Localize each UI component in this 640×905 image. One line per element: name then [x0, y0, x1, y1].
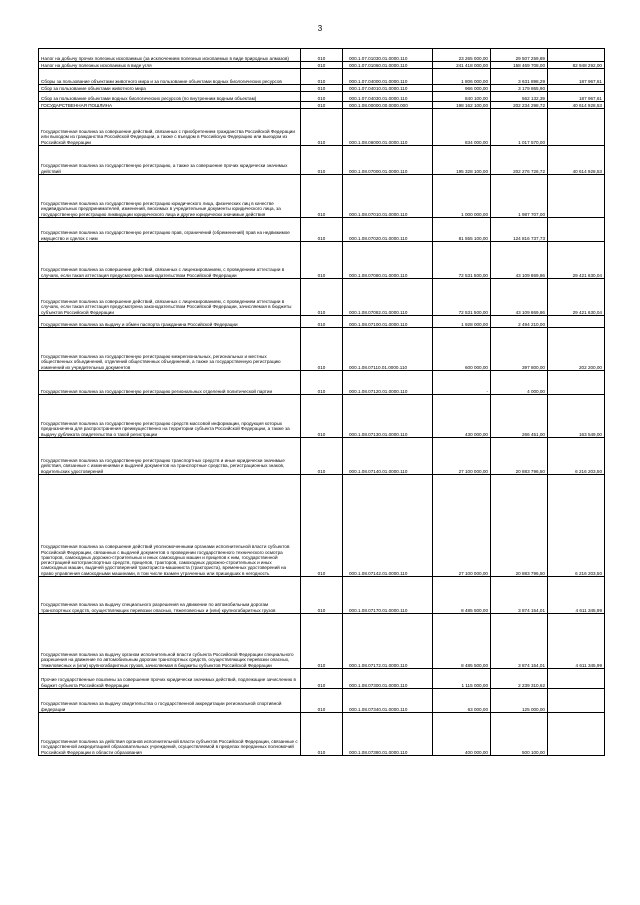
row-name-cell: Государственная пошлина за выдачу органом исполнительной власти субъекта Российской Федерации специального разрешения на движение по автомобильным дорогам транспортных средств, осуществляющих перевозки опасных, тяжеловесных и (или) крупногабаритных грузов, зачисляемая в бюджеты субъектов Российской Федерации	[39, 614, 301, 669]
row-kbk-cell: 000.1.08.07120.01.0000.110	[343, 371, 433, 395]
row-approved-cell: 1 115 000,00	[433, 669, 491, 689]
row-executed-cell: 124 816 737,73	[491, 218, 548, 242]
row-executed-cell: 3 631 898,29	[491, 69, 548, 85]
row-code-cell: 010	[301, 49, 343, 62]
table-row	[39, 92, 605, 102]
row-approved-cell: 966 000,00	[433, 85, 491, 92]
row-approved-cell: 8 485 500,00	[433, 614, 491, 669]
row-kbk-cell: 000.1.08.07172.01.0000.110	[343, 614, 433, 669]
row-name-cell: Государственная пошлина за совершение действий, связанных с лицензированием, с проведением аттестации в случаях, если такая аттестация предусмотрена законодательством Российской Федерации, зачисляемая в бюджеты субъектов Российской Федерации	[39, 279, 301, 316]
row-kbk-cell: 000.1.08.07130.01.0000.110	[343, 395, 433, 438]
row-code-cell: 010	[301, 279, 343, 316]
row-name-cell: Налог на добычу прочих полезных ископаемых (за исключением полезных ископаемых в виде природных алмазов)	[39, 49, 301, 62]
row-name-cell: Сборы за пользование объектами животного мира и за пользование объектами водных биологических ресурсов	[39, 69, 301, 85]
row-name-cell: Государственная пошлина за выдачу и обмен паспорта гражданина Российской Федерации	[39, 316, 301, 328]
row-code-cell: 010	[301, 328, 343, 371]
row-remainder-cell	[548, 713, 605, 756]
row-code-cell: 010	[301, 713, 343, 756]
row-remainder-cell	[548, 49, 605, 62]
table-row	[39, 713, 605, 756]
table-row	[39, 49, 605, 62]
row-kbk-cell: 000.1.08.07300.01.0000.110	[343, 669, 433, 689]
row-executed-cell: 43 109 869,86	[491, 279, 548, 316]
row-executed-cell: 43 109 869,86	[491, 242, 548, 279]
row-remainder-cell: 6 216 203,50	[548, 438, 605, 475]
row-code-cell: 010	[301, 109, 343, 146]
row-remainder-cell: 4 611 345,99	[548, 614, 605, 669]
table-row	[39, 438, 605, 475]
row-kbk-cell: 000.1.07.04010.01.0000.110	[343, 85, 433, 92]
row-name-cell: ГОСУДАРСТВЕННАЯ ПОШЛИНА	[39, 102, 301, 109]
row-code-cell: 010	[301, 69, 343, 85]
row-executed-cell: 158 469 708,00	[491, 62, 548, 69]
row-remainder-cell: 163 549,00	[548, 395, 605, 438]
row-name-cell: Государственная пошлина за государственную регистрацию, а также за совершение прочих юридически значимых действий	[39, 146, 301, 175]
budget-revenue-table	[38, 48, 605, 756]
row-remainder-cell	[548, 669, 605, 689]
row-kbk-cell: 000.1.08.07340.01.0000.110	[343, 689, 433, 713]
row-name-cell: Сбор за пользование объектами водных биологических ресурсов (по внутренним водным объектам)	[39, 92, 301, 102]
table-row	[39, 577, 605, 614]
row-remainder-cell: 82 948 292,00	[548, 62, 605, 69]
row-executed-cell: 202 276 726,72	[491, 146, 548, 175]
page-number: 3	[317, 24, 323, 33]
row-executed-cell: 29 507 259,89	[491, 49, 548, 62]
row-remainder-cell: 202 200,00	[548, 328, 605, 371]
row-executed-cell: 2 494 210,00	[491, 316, 548, 328]
row-approved-cell: 72 531 500,00	[433, 242, 491, 279]
row-approved-cell: 840 100,00	[433, 92, 491, 102]
table-row	[39, 102, 605, 109]
row-executed-cell: 266 451,00	[491, 395, 548, 438]
row-name-cell: Государственная пошлина за государственную регистрацию транспортных средств и иные юридически значимые действия, связанные с изменениями и выдачей документов на транспортные средства, регистрационных знаков, водительских удостоверений	[39, 438, 301, 475]
row-remainder-cell: 40 614 928,53	[548, 146, 605, 175]
row-approved-cell: 400 000,00	[433, 713, 491, 756]
row-name-cell: Государственная пошлина за действия органов исполнительной власти субъектов Российской Федерации, связанные с государственной аккредитацией образовательных учреждений, осуществляемой в пределах переданных полномочий Российской Федерации в области образования	[39, 713, 301, 756]
row-executed-cell: 125 000,00	[491, 689, 548, 713]
row-remainder-cell	[548, 689, 605, 713]
row-code-cell: 010	[301, 689, 343, 713]
row-kbk-cell: 000.1.08.00000.00.0000.000	[343, 102, 433, 109]
row-executed-cell: 3 874 154,01	[491, 614, 548, 669]
row-executed-cell: 500 100,00	[491, 713, 548, 756]
table-row	[39, 328, 605, 371]
row-kbk-cell: 000.1.08.07170.01.0000.110	[343, 577, 433, 614]
row-kbk-cell: 000.1.07.01060.01.0000.110	[343, 62, 433, 69]
row-executed-cell: 4 000,00	[491, 371, 548, 395]
row-name-cell: Налог на добычу полезных ископаемых в виде угля	[39, 62, 301, 69]
row-code-cell: 010	[301, 92, 343, 102]
row-kbk-cell: 000.1.08.07100.01.0000.110	[343, 316, 433, 328]
row-kbk-cell: 000.1.08.07010.01.0000.110	[343, 175, 433, 218]
row-approved-cell: 1 806 000,00	[433, 69, 491, 85]
table-row	[39, 109, 605, 146]
row-code-cell: 010	[301, 577, 343, 614]
row-remainder-cell	[548, 175, 605, 218]
row-name-cell: Государственная пошлина за государственную регистрацию региональных отделений политической партии	[39, 371, 301, 395]
row-code-cell: 010	[301, 242, 343, 279]
row-approved-cell: 8 485 500,00	[433, 577, 491, 614]
row-approved-cell: 834 000,00	[433, 109, 491, 146]
table-row	[39, 62, 605, 69]
row-remainder-cell: 4 611 345,99	[548, 577, 605, 614]
row-kbk-cell: 000.1.08.07110.01.0000.110	[343, 328, 433, 371]
row-kbk-cell: 000.1.07.04030.01.0000.110	[343, 92, 433, 102]
row-remainder-cell: 29 421 630,04	[548, 279, 605, 316]
row-kbk-cell: 000.1.07.04000.01.0000.110	[343, 69, 433, 85]
table-row	[39, 175, 605, 218]
row-approved-cell: 198 162 100,00	[433, 102, 491, 109]
row-code-cell: 010	[301, 395, 343, 438]
row-executed-cell: 20 883 796,50	[491, 475, 548, 577]
table-row	[39, 242, 605, 279]
row-name-cell: Государственная пошлина за совершение действий, связанных с приобретением гражданства Российской Федерации или выходом из гражданства Российской Федерации, а также с въездом в Российскую Федерацию или выездом из Российской Федерации	[39, 109, 301, 146]
row-name-cell: Государственная пошлина за совершение действий, связанных с лицензированием, с проведением аттестации в случаях, если такая аттестация предусмотрена законодательством Российской Федерации	[39, 242, 301, 279]
table-row	[39, 395, 605, 438]
row-kbk-cell: 000.1.08.07080.01.0000.110	[343, 242, 433, 279]
table-row	[39, 316, 605, 328]
row-executed-cell: 1 017 570,00	[491, 109, 548, 146]
table-row	[39, 69, 605, 85]
row-executed-cell: 3 179 865,90	[491, 85, 548, 92]
table-row	[39, 218, 605, 242]
row-name-cell: Государственная пошлина за совершение действий уполномоченными органами исполнительной власти субъектов Российской Федерации, связанных с выдачей документов о проведении государственного технического осмотра тракторов, самоходных дорожно-строительных и иных самоходных машин и прицепов к ним, государственной регистрацией мототранспортных средств, прицепов, тракторов, самоходных дорожно-строительных и иных самоходных машин, выдачей удостоверений тракториста-машиниста (тракториста), временных удостоверений на право управления самоходными машинами, в том числе взамен утраченных или пришедших в негодность	[39, 475, 301, 577]
row-kbk-cell: 000.1.08.07020.01.0000.110	[343, 218, 433, 242]
row-remainder-cell	[548, 371, 605, 395]
row-kbk-cell: 000.1.08.06000.01.0000.110	[343, 109, 433, 146]
row-code-cell: 010	[301, 218, 343, 242]
table-row	[39, 614, 605, 669]
row-remainder-cell: 187 967,61	[548, 92, 605, 102]
table-row	[39, 689, 605, 713]
row-code-cell: 010	[301, 614, 343, 669]
row-name-cell: Государственная пошлина за государственную регистрацию межрегиональных, региональных и местных общественных объединений, отделений общественных объединений, а также за государственную регистрацию изменений их учредительных документов	[39, 328, 301, 371]
row-approved-cell: 195 328 100,00	[433, 146, 491, 175]
row-remainder-cell	[548, 316, 605, 328]
table-row	[39, 669, 605, 689]
row-code-cell: 010	[301, 85, 343, 92]
row-approved-cell: 1 928 000,00	[433, 316, 491, 328]
row-code-cell: 010	[301, 146, 343, 175]
row-name-cell: Сбор за пользование объектами животного мира	[39, 85, 301, 92]
row-code-cell: 010	[301, 175, 343, 218]
row-name-cell: Государственная пошлина за выдачу специального разрешения на движение по автомобильным дорогам транспортных средств, осуществляющих перевозки опасных, тяжеловесных и (или) крупногабаритных грузов	[39, 577, 301, 614]
row-kbk-cell: 000.1.08.07082.01.0000.110	[343, 279, 433, 316]
row-executed-cell: 202 234 298,72	[491, 102, 548, 109]
row-approved-cell: -	[433, 371, 491, 395]
row-kbk-cell: 000.1.08.07140.01.0000.110	[343, 438, 433, 475]
row-name-cell: Прочие государственные пошлины за совершение прочих юридически значимых действий, подлежащие зачислению в бюджет субъекта Российской Федерации	[39, 669, 301, 689]
row-name-cell: Государственная пошлина за государственную регистрацию юридического лица, физических лиц в качестве индивидуальных предпринимателей, изменений, вносимых в учредительные документы юридического лица, за государственную регистрацию ликвидации юридического лица и другие юридически значимые действия	[39, 175, 301, 218]
row-executed-cell: 562 132,39	[491, 92, 548, 102]
row-remainder-cell: 6 216 203,50	[548, 475, 605, 577]
row-remainder-cell: 187 967,61	[548, 69, 605, 85]
row-remainder-cell	[548, 85, 605, 92]
row-approved-cell: 27 100 000,00	[433, 438, 491, 475]
row-code-cell: 010	[301, 371, 343, 395]
table-row	[39, 85, 605, 92]
row-name-cell: Государственная пошлина за выдачу свидетельства о государственной аккредитации региональной спортивной федерации	[39, 689, 301, 713]
row-executed-cell: 1 987 707,00	[491, 175, 548, 218]
row-approved-cell: 600 000,00	[433, 328, 491, 371]
row-kbk-cell: 000.1.07.01030.01.0000.110	[343, 49, 433, 62]
row-code-cell: 010	[301, 316, 343, 328]
row-code-cell: 010	[301, 475, 343, 577]
row-code-cell: 010	[301, 102, 343, 109]
row-code-cell: 010	[301, 669, 343, 689]
row-approved-cell: 1 000 000,00	[433, 175, 491, 218]
row-name-cell: Государственная пошлина за государственную регистрацию прав, ограничений (обременений) прав на недвижимое имущество и сделок с ним	[39, 218, 301, 242]
row-executed-cell: 397 800,00	[491, 328, 548, 371]
row-approved-cell: 81 555 100,00	[433, 218, 491, 242]
row-kbk-cell: 000.1.08.07142.01.0000.110	[343, 475, 433, 577]
row-remainder-cell	[548, 109, 605, 146]
row-approved-cell: 241 418 000,00	[433, 62, 491, 69]
row-executed-cell: 2 239 310,62	[491, 669, 548, 689]
row-approved-cell: 23 265 000,00	[433, 49, 491, 62]
table-row	[39, 475, 605, 577]
row-code-cell: 010	[301, 62, 343, 69]
row-approved-cell: 27 100 000,00	[433, 475, 491, 577]
row-remainder-cell: 29 421 630,04	[548, 242, 605, 279]
row-remainder-cell	[548, 218, 605, 242]
row-kbk-cell: 000.1.08.07380.01.0000.110	[343, 713, 433, 756]
table-row	[39, 146, 605, 175]
row-remainder-cell: 40 614 928,53	[548, 102, 605, 109]
row-kbk-cell: 000.1.08.07000.01.0000.110	[343, 146, 433, 175]
row-executed-cell: 20 883 796,50	[491, 438, 548, 475]
row-code-cell: 010	[301, 438, 343, 475]
row-name-cell: Государственная пошлина за государственную регистрацию средств массовой информации, продукция которых предназначена для распространения преимущественно на территории субъекта Российской Федерации, а также за выдачу дубликата свидетельства о такой регистрации	[39, 395, 301, 438]
row-approved-cell: 430 000,00	[433, 395, 491, 438]
row-executed-cell: 3 874 154,01	[491, 577, 548, 614]
row-approved-cell: 63 000,00	[433, 689, 491, 713]
table-row	[39, 371, 605, 395]
table-row	[39, 279, 605, 316]
row-approved-cell: 72 531 500,00	[433, 279, 491, 316]
